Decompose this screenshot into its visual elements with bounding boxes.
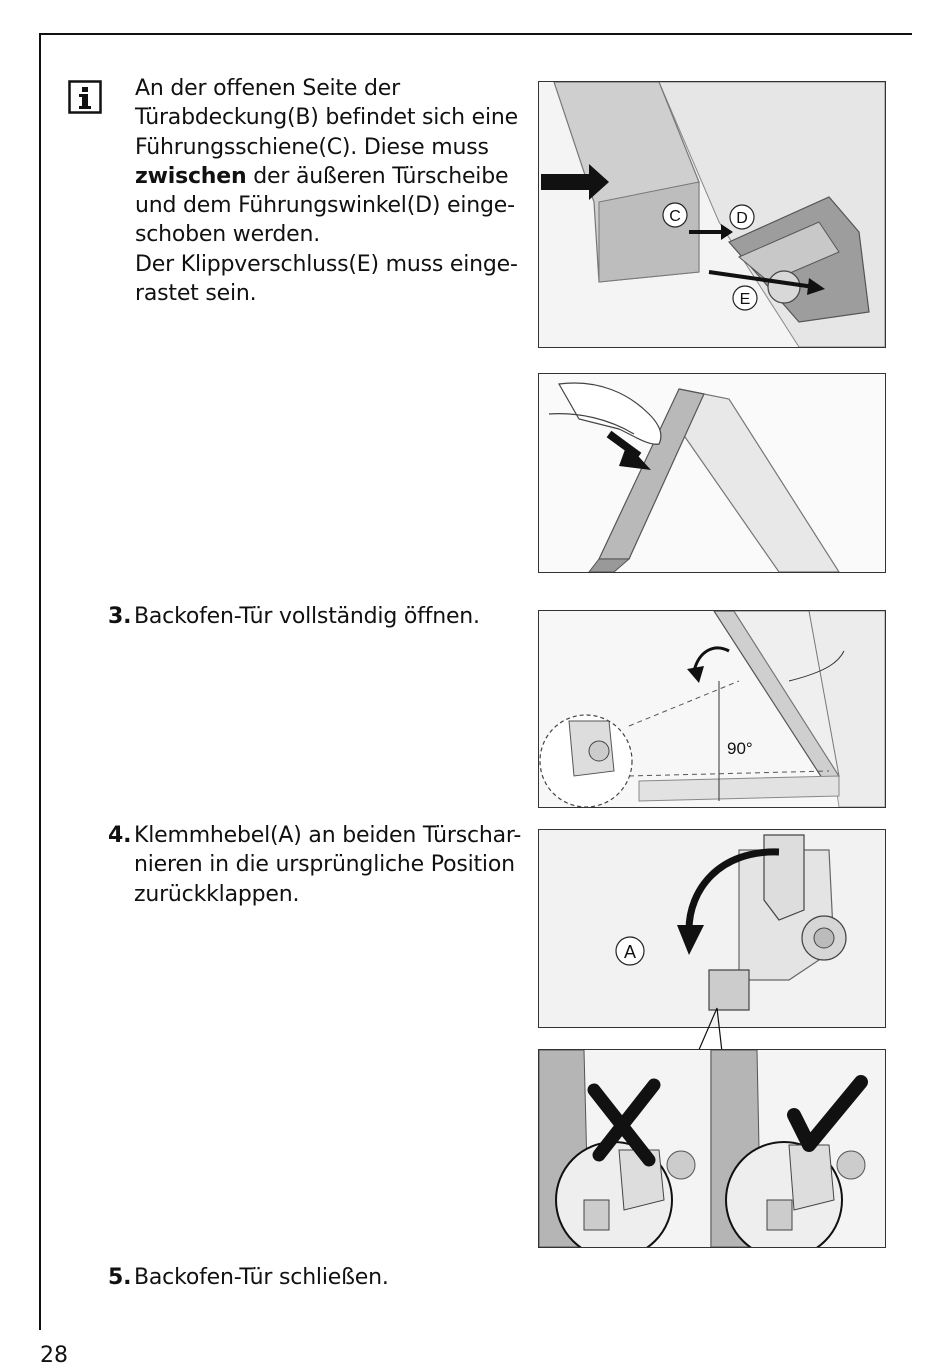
info-line: Der Klippverschluss(E) muss einge- bbox=[135, 251, 518, 277]
label-a: A bbox=[623, 942, 637, 962]
step-line: Klemmhebel(A) an beiden Türschar- bbox=[134, 823, 522, 848]
figure-clamp-lever bbox=[538, 829, 886, 1028]
page-frame-top bbox=[39, 33, 912, 35]
figure-press-cover bbox=[538, 373, 886, 573]
info-line: rastet sein. bbox=[135, 281, 257, 307]
figure-door-open bbox=[538, 610, 886, 808]
angle-label: 90° bbox=[727, 739, 753, 758]
info-icon bbox=[68, 80, 102, 114]
page-number: 28 bbox=[40, 1343, 68, 1368]
figure-lever-check bbox=[538, 1049, 886, 1248]
connector-lines bbox=[690, 1000, 740, 1052]
label-e: E bbox=[739, 291, 751, 308]
info-note bbox=[135, 74, 518, 308]
info-line bbox=[135, 162, 518, 191]
step-line: Backofen-Tür vollständig öffnen. bbox=[134, 604, 480, 629]
label-c: C bbox=[669, 208, 681, 225]
step-number: 3. bbox=[108, 604, 132, 629]
info-line: und dem Führungswinkel(D) einge- bbox=[135, 193, 515, 219]
step-number: 5. bbox=[108, 1265, 132, 1290]
figure-guide-rail bbox=[538, 81, 886, 348]
info-line: schoben werden. bbox=[135, 222, 321, 248]
step-line: Backofen-Tür schließen. bbox=[134, 1265, 389, 1290]
step-line: nieren in die ursprüngliche Position bbox=[134, 852, 515, 878]
info-line-rest: der äußeren Türscheibe bbox=[246, 163, 509, 189]
step-line: zurückklappen. bbox=[134, 881, 300, 907]
page-frame-left bbox=[39, 33, 41, 1330]
step-number: 4. bbox=[108, 823, 132, 848]
info-line: Führungsschiene(C). Diese muss bbox=[135, 134, 489, 160]
label-d: D bbox=[736, 210, 748, 227]
info-line: Türabdeckung(B) befindet sich eine bbox=[135, 105, 518, 131]
emphasis-word: zwischen bbox=[135, 163, 247, 189]
info-line: An der offenen Seite der bbox=[135, 76, 400, 101]
